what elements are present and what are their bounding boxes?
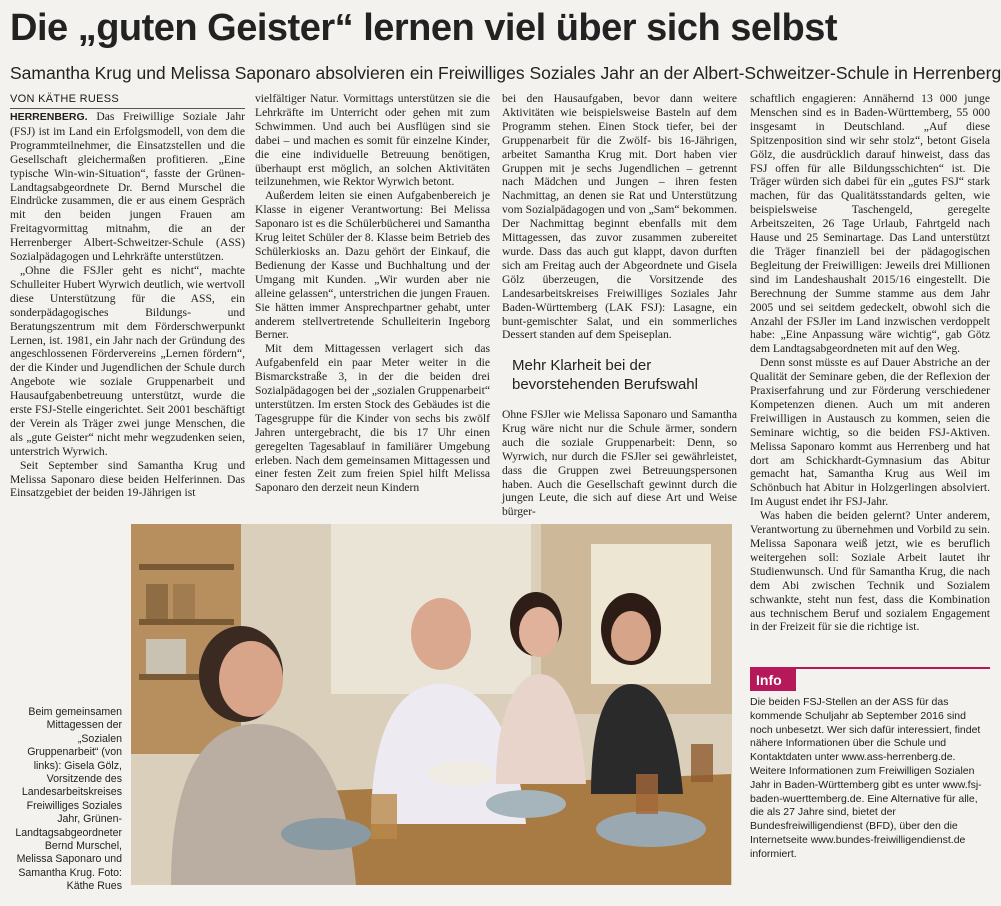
article-headline: Die „guten Geister“ lernen viel über sich selbst [10, 7, 838, 49]
group-photo [131, 524, 732, 885]
article-column-4 [750, 92, 990, 642]
photo-illustration [131, 524, 732, 885]
photo-caption: Beim gemeinsamen Mittagessen der „Sozialen Gruppenarbeit“ (von links): Gisela Gölz, Vorsitzende des Landesarbeitskreises Freiwilliges Soziales Jahr, Grünen-Landtagsabgeordneter Bernd Murschel, Melissa Saponaro und Samantha Krug. Foto: Käthe Rues [15, 706, 122, 893]
byline: VON KÄTHE RUESS [10, 92, 245, 109]
paragraph: Ohne FSJler wie Melissa Saponaro und Samantha Krug wäre nicht nur die Schule ärmer, sondern auch die soziale Gruppenarbeit: Denn, so Wyrwich, nur durch die FSJler sei gewährleistet, dass die Gruppen zwei Betreuungspersonen haben. Auch die Gesellschaft gewinnt durch die jungen Leute, die sich auf diese Art und Weise bürger- [502, 408, 737, 519]
paragraph: schaftlich engagieren: Annähernd 13 000 junge Menschen sind es in Baden-Württemberg, 55 000 insgesamt in Deutschland. „Auf diese Spitzenposition sind wir sehr stolz“, betont Gisela Gölz, die ausdrücklich darauf hinweist, dass das FSJ offen für alle Bildungsschichten“ ist. Die Träger würden sich dabei für ein „gutes FSJ“ stark machen, für das Qualitätsstandards gelten, wie beispielsweise Taschengeld, geregelte Arbeitszeiten, 26 Tage Urlaub, Fahrtgeld nach Hause und 25 Seminartage. Das Land unterstützt die Träger finanziell bei der pädagogischen Begleitung der Freiwilligen: Jeweils drei Millionen sind im Landeshaushalt 2015/16 eingestellt. Die Berechnung der Summe stamme aus dem Jahr 2005 und sei seitdem gedeckelt, obwohl sich die Anzahl der FSJler im Land inzwischen verdoppelt habe: „Eine Anpassung wäre wichtig“, gab Götz dem Landtagsabgeordneten mit auf den Weg. [750, 92, 990, 356]
paragraph: Was haben die beiden gelernt? Unter anderem, Verantwortung zu übernehmen und Vorbild zu sein. Melissa Saponara weiß jetzt, wie es beruflich weitergehen soll: Soziale Arbeit lautet ihr Studienwunsch. Und für Samantha Krug, die nach dem Abi zwischen Technik und Sozialem schwankte, steht nun fest, dass die Kombination aus technischem Beruf und sozialem Engagement in der Freizeit für sie die richtige ist. [750, 509, 990, 634]
paragraph: Außerdem leiten sie einen Aufgabenbereich je Klasse in eigener Verantwortung: Bei Melissa Saponaro ist es die Schülerbücherei und Samantha Krug leitet Schüler der 8. Klasse beim Betrieb des Schülerkiosks an. Dazu gehört der Einkauf, die Bedienung der Kasse und Buchhaltung und der Umgang mit Kunden. „Wir wurden aber nie alleine gelassen“, unterstrichen die jungen Frauen. Sie hätten immer Ansprechpartner gehabt, unter anderem stellvertretende Schulleiterin Ingeborg Berner. [255, 189, 490, 342]
paragraph: Denn sonst müsste es auf Dauer Abstriche an der Qualität der Seminare geben, die der Reflexion der Praxiserfahrung und zur Förderung verschiedener Kompetenzen dienen. Auch um mit anderen Freiwilligen in Austausch zu kommen, seien die Seminare wichtig, so die beiden FSJ-Aktiven. Melissa Saponaro kommt aus Herrenberg und hat dort am Schickhardt-Gymnasium das Abitur gemacht hat, Samantha Krug aus Weil im Schönbuch hat Abitur in Holzgerlingen absolviert. Im August endet ihr FSJ-Jahr. [750, 356, 990, 509]
info-box-header [750, 667, 990, 691]
info-box-label: Info [750, 669, 796, 691]
paragraph: vielfältiger Natur. Vormittags unterstützen sie die Lehrkräfte im Unterricht oder gehen mit zum Schwimmen. Und auch bei Ausflügen sind sie dabei – und machen es somit für einzelne Kinder, die eine individuelle Betreuung benötigen, überhaupt erst möglich, an solchen Aktivitäten teilzunehmen, wie Rektor Wyrwich betont. [255, 92, 490, 189]
paragraph: Das Freiwillige Soziale Jahr (FSJ) ist im Land ein Erfolgsmodell, von dem die Programmteilnehmer, die Einsatzstellen und die Gesellschaft gleichermaßen profitieren. „Eine typische Win-win-Situation“, fasste der Grünen-Landtagsabgeordnete Dr. Bernd Murschel die Eindrücke zusammen, die er aus einem Gespräch mit den beiden jungen Frauen am Freitagvormittag mitnahm, die an der Herrenberger Albert-Schweitzer-Schule (ASS) Sozialpädagogen und Lehrkräfte unterstützen. [10, 110, 245, 264]
article-column-2 [255, 92, 490, 502]
article-column-3-continued [502, 408, 737, 519]
article-column-1 [10, 110, 245, 502]
article-column-3 [502, 92, 737, 354]
paragraph: Mit dem Mittagessen verlagert sich das Aufgabenfeld ein paar Meter weiter in die Bismarckstraße 3, in der die beiden drei Sozialpädagogen bei der „sozialen Gruppenarbeit“ unterstützen. Im ersten Stock des Gebäudes ist die Tagesgruppe für die Kinder von sechs bis zwölf Jahren untergebracht, die bis 17 Uhr einen geregelten Tagesablauf in familiärer Umgebung erleben. Nach dem gemeinsamen Mittagessen und einer festen Zeit zum freien Spiel hilft Melissa Saponaro den derzeit neun Kindern [255, 342, 490, 495]
paragraph: bei den Hausaufgaben, bevor dann weitere Aktivitäten wie beispielsweise Basteln auf dem Programm stehen. Einen Stock tiefer, bei der Gruppenarbeit für die Zwölf- bis 16-Jährigen, arbeitet Samantha Krug mit. Dort haben vier Gruppen mit je sechs Jugendlichen – getrennt nach Mädchen und Jungen – ihren festen Nachmittag, an denen sie Rat und Unterstützung vom Sozialpädagogen und von „Sam“ bekommen. Der Nachmittag beginnt ebenfalls mit dem Mittagessen, das zuvor zusammen zubereitet wurde. Dass das auch gut klappt, davon durften sich am Freitag auch der Abgeordnete und Gisela Gölz überzeugen, die Vorsitzende des Landesarbeitskreises Freiwilliges Soziales Jahr Baden-Württemberg (LAK FSJ): Lasagne, ein bunt-gemischter Salat, und ein sommerliches Dessert standen auf dem Speiseplan. [502, 92, 737, 342]
paragraph: „Ohne die FSJler geht es nicht“, machte Schulleiter Hubert Wyrwich deutlich, wie wertvoll diese Unterstützung für die ASS, ein sonderpädagogisches Bildungs- und Beratungszentrum mit dem Förderschwerpunkt Lernen, ist. 1981, ein Jahr nach der Gründung des angeschlossenen Fördervereins „Lernen fördern“, der die Kinder und Jugendlichen der Schule durch Angebote wie soziale Gruppenarbeit und Hausaufgabenbetreuung unterstützt, wurde die erste FSJ-Stelle eingerichtet. Seit 2001 beschäftigt der Verein als Träger zwei junge Menschen, die als „gute Geister“ nicht mehr wegzudenken seien, unterstrich Wyrwich. [10, 263, 245, 458]
dateline: HERRENBERG. [10, 111, 88, 123]
info-box-text: Die beiden FSJ-Stellen an der ASS für das kommende Schuljahr ab September 2016 sind noch unbesetzt. Wer sich dafür interessiert, findet nähere Informationen über die Schule und Kontaktdaten unter www.ass-herrenberg.de. Weitere Informationen zum Freiwilligen Sozialen Jahr in Baden-Württemberg gibt es unter www.fsj-baden-wuerttemberg.de. Eine Alternative für alle, die als 27 Jahre sind, bietet der Bundesfreiwilligendienst (BFD), über den die Internetseite www.bundes-freiwilligendienst.de informiert. [750, 696, 982, 860]
paragraph: Seit September sind Samantha Krug und Melissa Saponaro diese beiden Helferinnen. Das Einsatzgebiet der beiden 19-Jährigen ist [10, 458, 245, 500]
article-subheadline: Samantha Krug und Melissa Saponaro absolvieren ein Freiwilliges Soziales Jahr an der Albert-Schweitzer-Schule in Herrenberg [10, 63, 1001, 83]
section-subheading: Mehr Klarheit bei der bevorstehenden Berufswahl [512, 357, 698, 393]
